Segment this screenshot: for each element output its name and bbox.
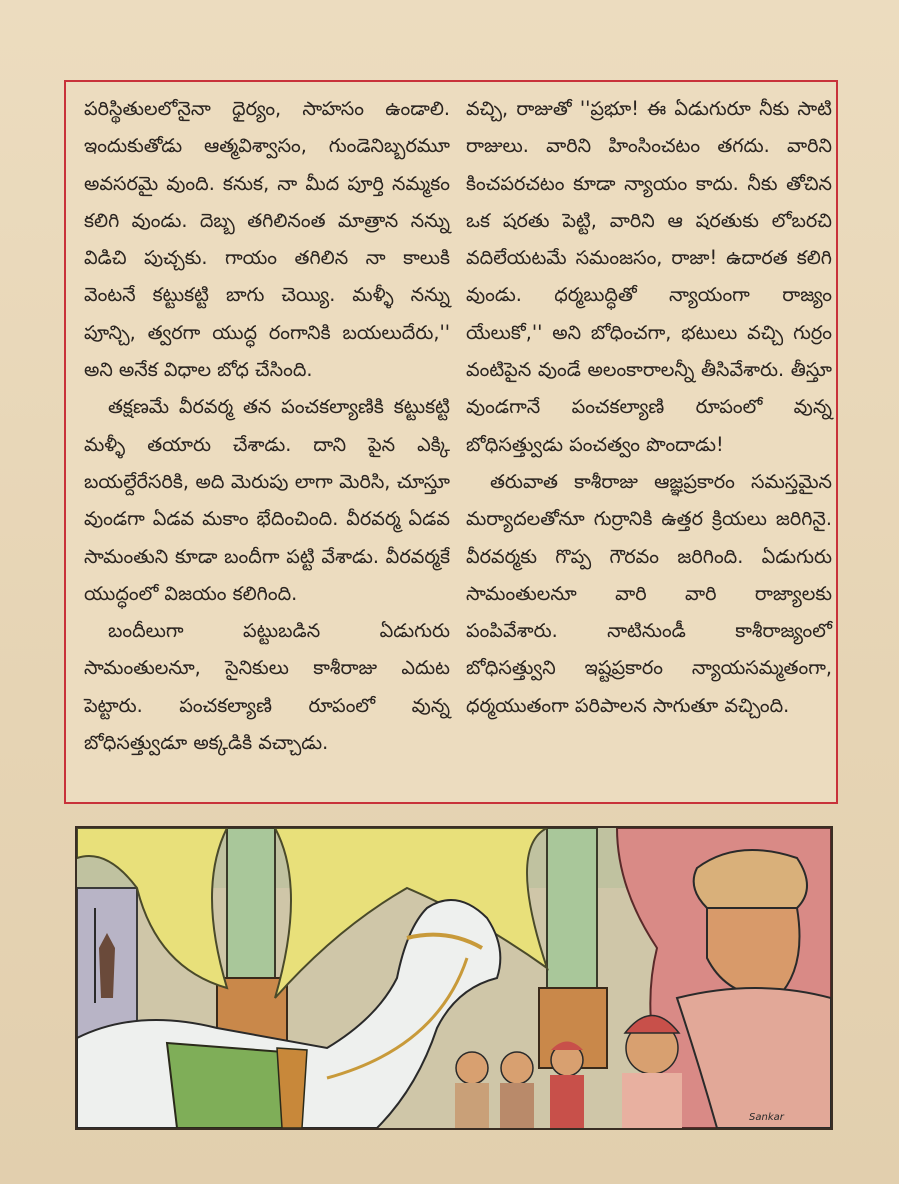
story-paragraph: తరువాత కాశీరాజు ఆజ్ఞప్రకారం సమస్తమైన మర్యాదలతోనూ గుర్రానికి ఉత్తర క్రియలు జరిగినై. వీరవర్మకు గొప్ప గౌరవం జరిగింది. ఏడుగురు సామంతులనూ వారి వారి రాజ్యాలకు పంపివేశారు. నాటినుండీ కాశీరాజ్యంలో బోధిసత్త్వుని ఇష్టప్రకారం న్యాయసమ్మతంగా, ధర్మయుతంగా పరిపాలన సాగుతూ వచ్చింది.: [466, 469, 832, 717]
story-illustration: [75, 826, 833, 1130]
story-text-frame: [64, 80, 838, 804]
story-paragraph: వచ్చి, రాజుతో ''ప్రభూ! ఈ ఏడుగురూ నీకు సాటి రాజులు. వారిని హింసించటం తగదు. వారిని కించపరచటం కూడా న్యాయం కాదు. నీకు తోచిన ఒక షరతు పెట్టి, వారిని ఆ షరతుకు లోబరచి వదిలేయటమే సమంజసం, రాజా! ఉదారత కలిగి వుండు. ధర్మబుద్ధితో న్యాయంగా రాజ్యం యేలుకో,'' అని బోధించగా, భటులు వచ్చి గుర్రం వంటిపైన వుండే అలంకారాలన్నీ తీసివేశారు. తీస్తూ వుండగానే పంచకల్యాణి రూపంలో వున్న బోధిసత్త్వుడు పంచత్వం పొందాడు!: [466, 97, 832, 456]
story-paragraph: బందీలుగా పట్టుబడిన ఏడుగురు సామంతులనూ, సైనికులు కాశీరాజు ఎదుట పెట్టారు. పంచకల్యాణి రూపంలో వున్న బోధిసత్త్వుడూ అక్కడికి వచ్చాడు.: [84, 619, 450, 755]
story-paragraph: పరిస్థితులలోనైనా ధైర్యం, సాహసం ఉండాలి. ఇందుకుతోడు ఆత్మవిశ్వాసం, గుండెనిబ్బరమూ అవసరమై వుంది. కనుక, నా మీద పూర్తి నమ్మకం కలిగి వుండు. దెబ్బ తగిలినంత మాత్రాన నన్ను విడిచి పుచ్చకు. గాయం తగిలిన నా కాలుకి వెంటనే కట్టుకట్టి బాగు చెయ్యి. మళ్ళీ నన్ను పూన్చి, త్వరగా యుద్ధ రంగానికి బయలుదేరు,'' అని అనేక విధాల బోధ చేసింది.: [84, 97, 450, 382]
story-paragraph: తక్షణమే వీరవర్మ తన పంచకల్యాణికి కట్టుకట్టి మళ్ళీ తయారు చేశాడు. దాని పైన ఎక్కి బయల్దేరేసరికి, అది మెరుపు లాగా మెరిసి, చూస్తూ వుండగా ఏడవ మకాం భేదించింది. వీరవర్మ ఏడవ సామంతుని కూడా బందీగా పట్టి వేశాడు. వీరవర్మకే యుద్ధంలో విజయం కలిగింది.: [84, 395, 450, 605]
artist-signature: Sankar: [749, 1112, 784, 1123]
story-column-right: [466, 90, 832, 724]
saddle-trim: [277, 1048, 307, 1128]
story-column-left: [84, 90, 450, 761]
illustration-drawing: [77, 828, 831, 1128]
